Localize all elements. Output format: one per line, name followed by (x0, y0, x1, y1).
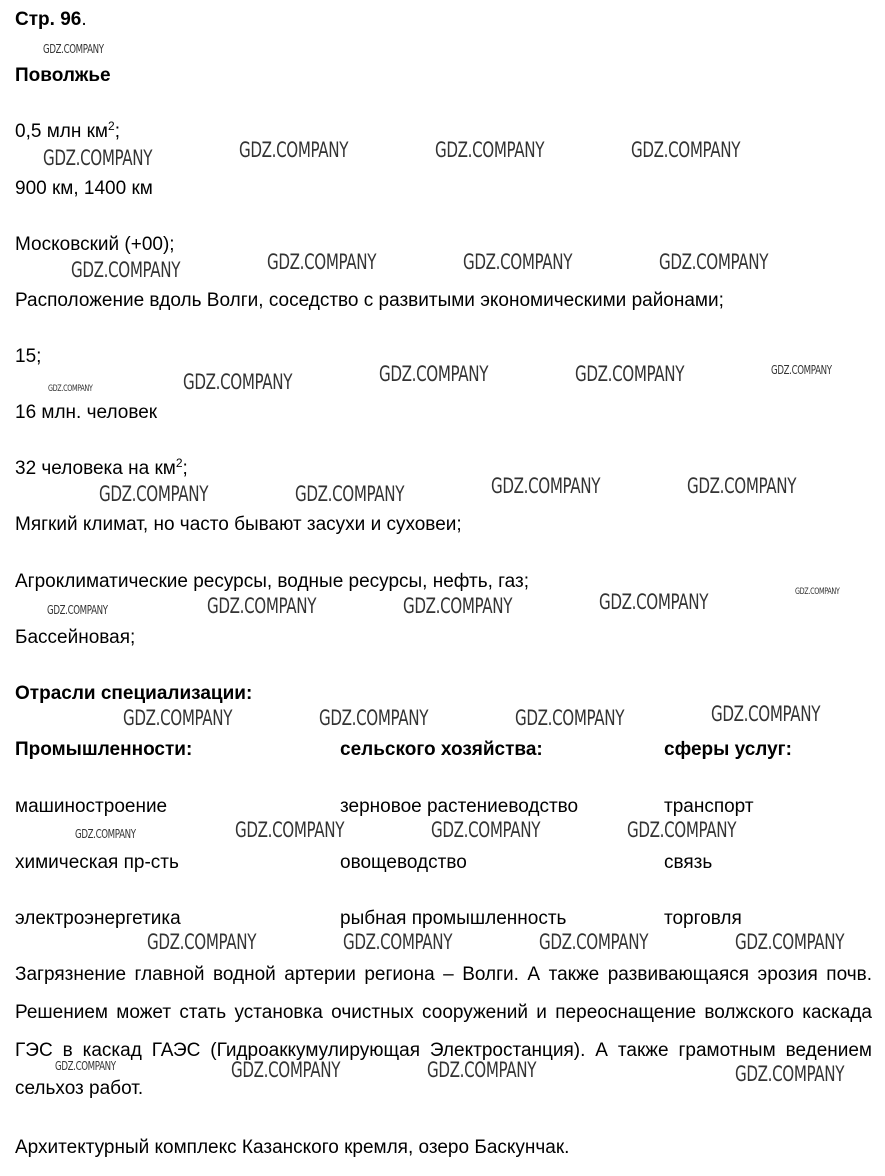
watermark: GDZ.COMPANY (539, 930, 649, 954)
page-number (15, 9, 87, 31)
attractions-line: Архитектурный комплекс Казанского кремля, озеро Баскунчак. (15, 1137, 570, 1158)
watermark: GDZ.COMPANY (183, 370, 293, 394)
time-zone-line: Московский (+00); (15, 234, 175, 255)
services-item: связь (664, 852, 713, 873)
area-end: ; (114, 121, 120, 142)
watermark: GDZ.COMPANY (43, 146, 153, 170)
watermark: GDZ.COMPANY (147, 930, 257, 954)
specialization-heading: Отрасли специализации: (15, 683, 253, 704)
page-number-label: Стр. 96 (15, 9, 82, 30)
watermark: GDZ.COMPANY (735, 930, 845, 954)
watermark: GDZ.COMPANY (231, 1058, 341, 1082)
industry-item: электроэнергетика (15, 908, 181, 929)
watermark: GDZ.COMPANY (515, 706, 625, 730)
watermark: GDZ.COMPANY (379, 362, 489, 386)
problems-paragraph: Загрязнение главной водной артерии региона – Волги. А также развивающаяся эрозия почв. Решением может стать установка очистных сооружений и переоснащение волжского каскада ГЭС в каскад ГАЭС (Гидроаккумулирующая Электростанция). А также грамотным ведением сельхоз работ. (15, 964, 872, 1099)
watermark: GDZ.COMPANY (599, 590, 709, 614)
industry-column-header: Промышленности: (15, 739, 193, 760)
watermark: GDZ.COMPANY (631, 138, 741, 162)
services-item: торговля (664, 908, 742, 929)
services-column-header: сферы услуг: (664, 739, 792, 760)
position-line: Расположение вдоль Волги, соседство с развитыми экономическими районами; (15, 290, 724, 311)
agriculture-item: рыбная промышленность (340, 908, 567, 929)
services-item: транспорт (664, 796, 754, 817)
watermark: GDZ.COMPANY (735, 1062, 845, 1086)
population-line: 16 млн. человек (15, 402, 158, 423)
page-number-suffix: . (81, 9, 87, 30)
watermark: GDZ.COMPANY (239, 138, 349, 162)
industry-item: машиностроение (15, 796, 168, 817)
watermark: GDZ.COMPANY (267, 250, 377, 274)
watermark: GDZ.COMPANY (295, 482, 405, 506)
watermark: GDZ.COMPANY (123, 706, 233, 730)
area-line (15, 121, 120, 143)
watermark: GDZ.COMPANY (575, 362, 685, 386)
area-superscript: 2 (108, 119, 115, 133)
watermark: GDZ.COMPANY (43, 42, 104, 56)
watermark: GDZ.COMPANY (207, 594, 317, 618)
settlement-line: Бассейновая; (15, 627, 136, 648)
watermark: GDZ.COMPANY (55, 1059, 116, 1073)
climate-line: Мягкий климат, но часто бывают засухи и суховеи; (15, 514, 462, 535)
watermark: GDZ.COMPANY (687, 474, 797, 498)
density-value: 32 человека на км (15, 458, 176, 479)
watermark: GDZ.COMPANY (75, 827, 136, 841)
watermark: GDZ.COMPANY (659, 250, 769, 274)
subjects-line: 15; (15, 346, 42, 367)
watermark: GDZ.COMPANY (627, 818, 737, 842)
watermark: GDZ.COMPANY (795, 587, 840, 597)
agriculture-item: зерновое растениеводство (340, 796, 579, 817)
watermark: GDZ.COMPANY (99, 482, 209, 506)
watermark: GDZ.COMPANY (435, 138, 545, 162)
agriculture-item: овощеводство (340, 852, 467, 873)
area-value: 0,5 млн км (15, 121, 108, 142)
dimensions-line: 900 км, 1400 км (15, 178, 153, 199)
density-end: ; (182, 458, 188, 479)
region-title: Поволжье (15, 65, 111, 86)
watermark: GDZ.COMPANY (711, 702, 821, 726)
watermark: GDZ.COMPANY (343, 930, 453, 954)
watermark: GDZ.COMPANY (319, 706, 429, 730)
watermark: GDZ.COMPANY (235, 818, 345, 842)
watermark: GDZ.COMPANY (403, 594, 513, 618)
watermark: GDZ.COMPANY (427, 1058, 537, 1082)
density-superscript: 2 (175, 456, 183, 470)
watermark: GDZ.COMPANY (71, 258, 181, 282)
resources-line: Агроклиматические ресурсы, водные ресурсы, нефть, газ; (15, 571, 530, 592)
agriculture-column-header: сельского хозяйства: (340, 739, 543, 760)
watermark: GDZ.COMPANY (48, 384, 93, 394)
watermark: GDZ.COMPANY (463, 250, 573, 274)
watermark: GDZ.COMPANY (771, 363, 832, 377)
density-line (15, 458, 188, 480)
watermark: GDZ.COMPANY (431, 818, 541, 842)
industry-item: химическая пр-сть (15, 852, 179, 873)
watermark: GDZ.COMPANY (47, 603, 108, 617)
watermark: GDZ.COMPANY (491, 474, 601, 498)
